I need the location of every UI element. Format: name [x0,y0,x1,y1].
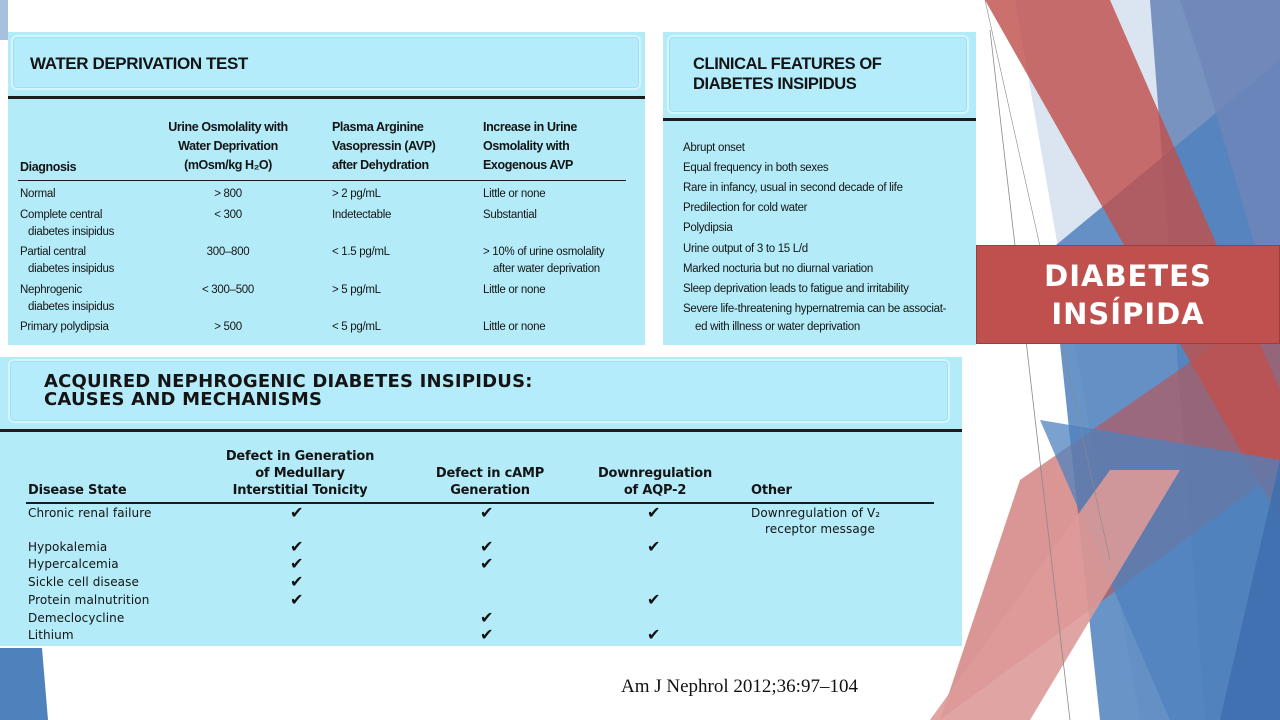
column-header-other: Other [751,483,792,498]
check-icon: ✔ [480,625,494,644]
clinical-features-box [663,32,976,345]
list-item: Equal frequency in both sexes [683,162,829,174]
column-header-increase-urine-osmolality: Increase in Urine Osmolality with Exogenous AVP [483,120,577,172]
disease-state-cell: Hypercalcemia [28,557,119,571]
check-icon: ✔ [480,608,494,627]
list-item: Severe life-threatening hypernatremia can be associat- [683,303,947,315]
check-icon: ✔ [290,590,304,609]
column-header-diagnosis: Diagnosis [20,160,77,174]
list-item: Abrupt onset [683,142,745,154]
check-icon: ✔ [290,572,304,591]
water-deprivation-table: WATER DEPRIVATION TEST Diagnosis Urine Osmolality with Water Deprivation (mOsm/kg H₂O) Plasma Arginine Vasopressin (AVP) after Dehydration Increase in Urine Osmolality with Exogenous AVP Normal > 800 > 2 pg/mL Little or none Complete central diabetes insipidus < 300 Indetectable Substantial Partial central diabetes insipidus 300–800 < 1.5 pg/mL > 10% of urine osmolality after water deprivation Nephrogenic diabetes insipidus < 300–500 > 5 pg/mL Little or none Primary polydipsia > 500 < 5 pg/mL Little or none [8,32,645,345]
acquired-ndi-table [0,357,962,646]
table-title: ACQUIRED NEPHROGENIC DIABETES INSIPIDUS: CAUSES AND MECHANISMS [44,371,533,410]
header-divider [663,118,976,121]
list-item: Sleep deprivation leads to fatigue and irritability [683,283,909,295]
column-header-plasma-avp: Plasma Arginine Vasopressin (AVP) after Dehydration [332,120,436,172]
box-title: CLINICAL FEATURES OF DIABETES INSIPIDUS [693,55,882,93]
check-icon: ✔ [480,554,494,573]
disease-state-cell: Demeclocycline [28,611,125,625]
column-header-medullary-tonicity: Defect in Generation of Medullary Interstitial Tonicity [225,449,375,498]
other-cell: receptor message [765,522,875,536]
column-header-urine-osmolality: Urine Osmolality with Water Deprivation (mOsm/kg H₂O) [168,120,288,172]
list-item: Marked nocturia but no diurnal variation [683,263,874,275]
other-cell: Downregulation of V₂ [751,506,881,520]
disease-state-cell: Protein malnutrition [28,593,150,607]
slide-title-box [976,245,1280,344]
citation: Am J Nephrol 2012;36:97–104 [621,676,858,697]
check-icon: ✔ [647,590,661,609]
list-item: Polydipsia [683,222,733,234]
slide-title: DIABETES INSÍPIDA [1044,258,1212,331]
check-icon: ✔ [480,503,494,522]
header-underline [18,180,626,181]
disease-state-cell: Sickle cell disease [28,575,139,589]
list-item: Urine output of 3 to 15 L/d [683,243,808,255]
column-header-camp-generation: Defect in cAMP Generation [435,466,545,498]
check-icon: ✔ [647,537,661,556]
header-divider [8,96,645,99]
check-icon: ✔ [647,503,661,522]
column-header-aqp2: Downregulation of AQP-2 [597,466,713,498]
list-item-continuation: ed with illness or water deprivation [695,321,860,333]
check-icon: ✔ [647,625,661,644]
disease-state-cell: Lithium [28,628,74,642]
disease-state-cell: Chronic renal failure [28,506,152,520]
list-item: Rare in infancy, usual in second decade of life [683,182,903,194]
table-title: WATER DEPRIVATION TEST [30,54,248,73]
list-item: Predilection for cold water [683,202,808,214]
check-icon: ✔ [290,537,304,556]
check-icon: ✔ [290,503,304,522]
check-icon: ✔ [480,537,494,556]
disease-state-cell: Hypokalemia [28,540,108,554]
check-icon: ✔ [290,554,304,573]
column-header-disease-state: Disease State [28,483,127,498]
header-divider [0,429,962,432]
